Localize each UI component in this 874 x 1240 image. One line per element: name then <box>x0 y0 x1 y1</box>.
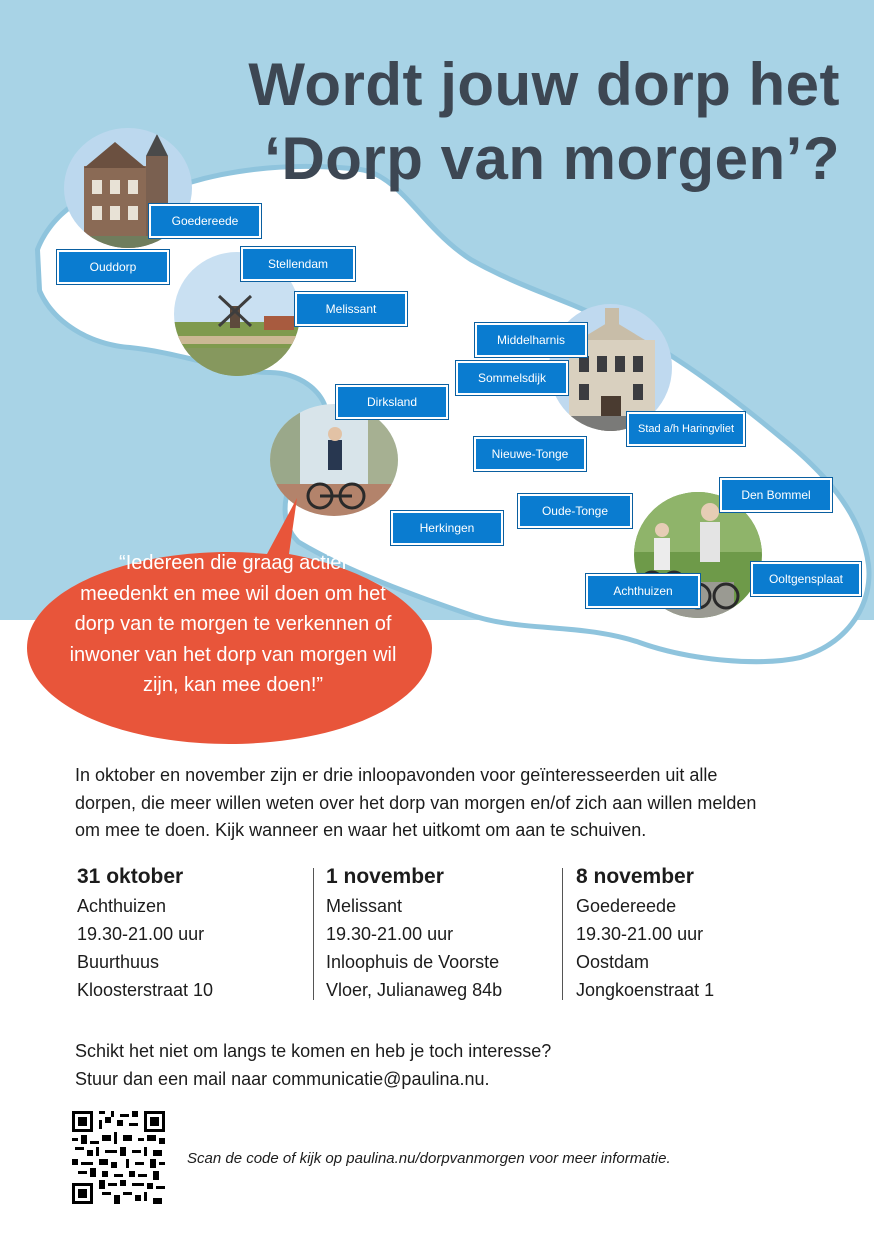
event-date: 8 november <box>576 865 694 888</box>
event-venue: Buurthuus <box>77 952 160 972</box>
event-column-1 <box>77 862 213 1004</box>
event-venue: Oostdam <box>576 952 650 972</box>
intro-paragraph <box>75 762 815 845</box>
quote-line-1: “Iedereen die graag actief <box>119 552 347 574</box>
page-title <box>190 48 840 196</box>
village-sign-den-bommel: Den Bommel <box>720 478 832 512</box>
intro-line-2: dorpen, die meer willen weten over het dorp van morgen en/of zich aan willen melden <box>75 792 757 813</box>
village-sign-ouddorp: Ouddorp <box>57 250 169 284</box>
event-venue: Inloophuis de Voorste <box>326 952 500 972</box>
village-sign-nieuwe-tonge: Nieuwe-Tonge <box>474 437 586 471</box>
column-divider <box>313 868 314 1000</box>
title-line-1: Wordt jouw dorp het <box>248 51 840 118</box>
village-sign-oude-tonge: Oude-Tonge <box>518 494 632 528</box>
event-address: Vloer, Julianaweg 84b <box>326 980 503 1000</box>
village-sign-herkingen: Herkingen <box>391 511 503 545</box>
quote-line-5: zijn, kan mee doen!” <box>142 674 324 696</box>
event-column-3 <box>576 862 714 1004</box>
intro-line-1: In oktober en november zijn er drie inloopavonden voor geïnteresseerden uit alle <box>75 765 718 785</box>
event-time: 19.30-21.00 uur <box>576 924 704 944</box>
closing-line-1: Schikt het niet om langs te komen en heb je toch interesse? <box>75 1041 552 1061</box>
village-sign-stad-haringvliet: Stad a/h Haringvliet <box>627 412 745 446</box>
event-address: Kloosterstraat 10 <box>77 980 214 1000</box>
village-sign-dirksland: Dirksland <box>336 385 448 419</box>
village-sign-middelharnis: Middelharnis <box>475 323 587 357</box>
village-sign-goedereede: Goedereede <box>149 204 261 238</box>
village-sign-achthuizen: Achthuizen <box>586 574 700 608</box>
event-column-2 <box>326 862 502 1004</box>
event-time: 19.30-21.00 uur <box>326 924 454 944</box>
event-place: Achthuizen <box>77 896 167 916</box>
quote-line-2: meedenkt en mee wil doen om het <box>80 582 386 605</box>
event-date: 31 oktober <box>77 865 184 888</box>
village-sign-sommelsdijk: Sommelsdijk <box>456 361 568 395</box>
scan-instructions: Scan de code of kijk op paulina.nu/dorpvanmorgen voor meer informatie. <box>187 1150 671 1167</box>
village-sign-ooltgensplaat: Ooltgensplaat <box>751 562 861 596</box>
event-address: Jongkoenstraat 1 <box>576 980 715 1000</box>
event-date: 1 november <box>326 865 444 888</box>
event-place: Goedereede <box>576 896 677 916</box>
event-time: 19.30-21.00 uur <box>77 924 205 944</box>
column-divider <box>562 868 563 1000</box>
closing-paragraph <box>75 1038 775 1093</box>
village-sign-stellendam: Stellendam <box>241 247 355 281</box>
quote-line-3: dorp van te morgen te verkennen of <box>74 613 392 635</box>
closing-line-2: Stuur dan een mail naar communicatie@paulina.nu. <box>75 1068 490 1089</box>
quote-text <box>58 548 408 701</box>
title-line-2: ‘Dorp van morgen’? <box>264 125 840 192</box>
village-sign-melissant: Melissant <box>295 292 407 326</box>
intro-line-3: om mee te doen. Kijk wanneer en waar het uitkomt om aan te schuiven. <box>75 820 647 840</box>
event-place: Melissant <box>326 896 403 916</box>
qr-code-icon[interactable] <box>72 1111 165 1204</box>
quote-line-4: inwoner van het dorp van morgen wil <box>69 643 397 666</box>
